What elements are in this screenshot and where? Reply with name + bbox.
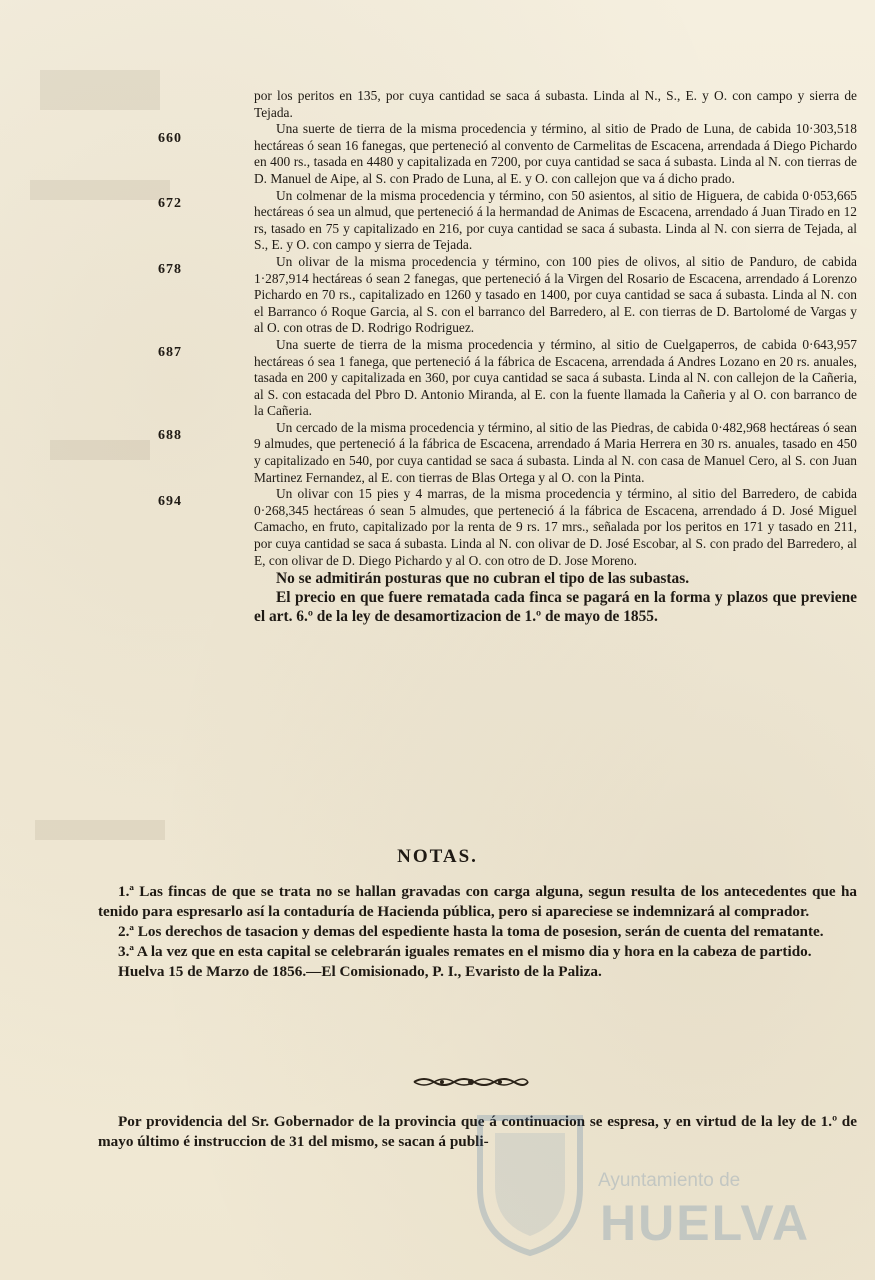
listing-entry [0, 486, 875, 569]
note-item: 1.ª Las fincas de que se trata no se hallan gravadas con carga alguna, segun resulta de los antecedentes que ha tenido para espresarlo así la contaduría de Hacienda pública, pero si apareciese se indemnizará al comprador. [98, 883, 857, 920]
entry-text: Un colmenar de la misma procedencia y término, con 50 asientos, al sitio de Higuera, de cabida 0·053,665 hectáreas ó sea un almud, que perteneció á la hermandad de Animas de Escacena, arrendado á Juan Tirado en 12 rs, tasado en 75 y capitalizado en 216, por cuya cantidad se saca á subasta. Linda al N. con sierra de Tejada, al S., E. y O. con campo y sierra de Tejada. [254, 187, 857, 253]
note-item: 2.ª Los derechos de tasacion y demas del espediente hasta la toma de posesion, serán de cuenta del rematante. [118, 923, 824, 940]
lot-number: 678 [158, 261, 182, 277]
listing-entry [0, 188, 875, 254]
watermark-line2: HUELVA [600, 1195, 811, 1251]
watermark-line1: Ayuntamiento de [598, 1170, 741, 1191]
ornament-divider [412, 1075, 530, 1089]
lot-number: 672 [158, 195, 182, 211]
lot-number: 688 [158, 427, 182, 443]
entry-text: Una suerte de tierra de la misma procedencia y término, al sitio de Prado de Luna, de cabida 10·303,518 hectáreas ó sean 16 fanegas, que perteneció al convento de Carmelitas de Escacena, arrendada á Diego Pichardo en 400 rs., tasada en 4480 y capitalizada en 7200, por cuya cantidad se saca á subasta. Linda al N. con tierras de D. Manuel de Aipe, al S. con Prado de Luna, al E. y O. con callejon que va á dicho prado. [254, 121, 857, 186]
closing-clause: El precio en que fuere rematada cada finca se pagará en la forma y plazos que previene el art. 6.º de la ley de desamortizacion de 1.º de mayo de 1855. [254, 589, 857, 626]
notes-heading: NOTAS. [397, 846, 478, 867]
coat-of-arms-icon [470, 1108, 590, 1258]
announcement-text: Por providencia del Sr. Gobernador de la provincia que á continuacion se espresa, y en virtud de la ley de 1.º de mayo último é instruccion de 31 del mismo, se sacan á publi- [98, 1113, 857, 1150]
archive-watermark [470, 1108, 811, 1258]
signature-line: Huelva 15 de Marzo de 1856.—El Comisionado, P. I., Evaristo de la Paliza. [118, 963, 602, 980]
listing-entry [0, 88, 875, 121]
listing-entry [0, 420, 875, 486]
entry-text: Un cercado de la misma procedencia y término, al sitio de las Piedras, de cabida 0·482,968 hectáreas ó sean 9 almudes, que perteneció á la fábrica de Escacena, arrendado á Maria Herrera en 30 rs. anuales, tasado en 450 y capitalizado en 540, por cuya cantidad se saca á subasta. Linda al N. con casa de Manuel Cero, al S. con Juan Martinez Fernandez, al E. con tierras de Blas Ortega y al O. con la Pinta. [254, 419, 857, 485]
listing-entry [0, 337, 875, 420]
listing-entry [0, 121, 875, 187]
note-item: 3.ª A la vez que en esta capital se celebrarán iguales remates en el mismo dia y hora en la cabeza de partido. [118, 943, 812, 960]
entry-text: Un olivar con 15 pies y 4 marras, de la misma procedencia y término, al sitio del Barredero, de cabida 0·268,345 hectáreas ó sean 5 almudes, que perteneció á la fábrica de Escacena, arrendado á D. José Miguel Camacho, en fruto, capitalizado por la renta de 9 rs. 17 mrs., señalada por los peritos en 171 y tasado en 211, por cuya cantidad se saca á subasta. Linda al N. con olivar de D. José Escobar, al S. con prado del Barredero, al E, con olivar de D. Diego Pichardo y al O. con otro de D. Jose Moreno. [254, 486, 857, 568]
listing-entry [0, 254, 875, 337]
lot-number: 687 [158, 344, 182, 360]
entry-text: Una suerte de tierra de la misma procedencia y término, al sitio de Cuelgaperros, de cabida 0·643,957 hectáreas ó sea 1 fanega, que perteneció á la fábrica de Escacena, arrendada á Andres Lozano en 20 rs. anuales, tasada en 200 y capitalizada en 360, por cuya cantidad se saca á subasta. Linda al N. con callejon de la Cañeria, al S. con estacada del Pbro D. Antonio Miranda, al E. con la fuente llamada la Cañeria y al O. con barranco de la Cañeria. [254, 336, 857, 419]
entry-text: Un olivar de la misma procedencia y término, con 100 pies de olivos, al sitio de Panduro, de cabida 1·287,914 hectáreas ó sean 2 fanegas, que perteneció á la Virgen del Rosario de Escacena, arrendado á Lorenzo Pichardo en 70 rs., capitalizado en 1260 y tasado en 1400, por cuya cantidad se saca á subasta. Linda al N. con el Barranco ó Roque Garcia, al S. con el barranco del Barredero, al E. con tierras de D. Bartolomé de Vargas y al O. con otras de D. Rodrigo Rodriguez. [254, 253, 857, 336]
lot-number: 694 [158, 494, 182, 510]
entry-text: por los peritos en 135, por cuya cantidad se saca á subasta. Linda al N., S., E. y O. con campo y sierra de Tejada. [254, 88, 857, 120]
closing-clause: No se admitirán posturas que no cubran el tipo de las subastas. [276, 570, 690, 588]
property-listing [0, 88, 875, 626]
lot-number: 660 [158, 131, 182, 147]
notes-section [98, 882, 857, 982]
